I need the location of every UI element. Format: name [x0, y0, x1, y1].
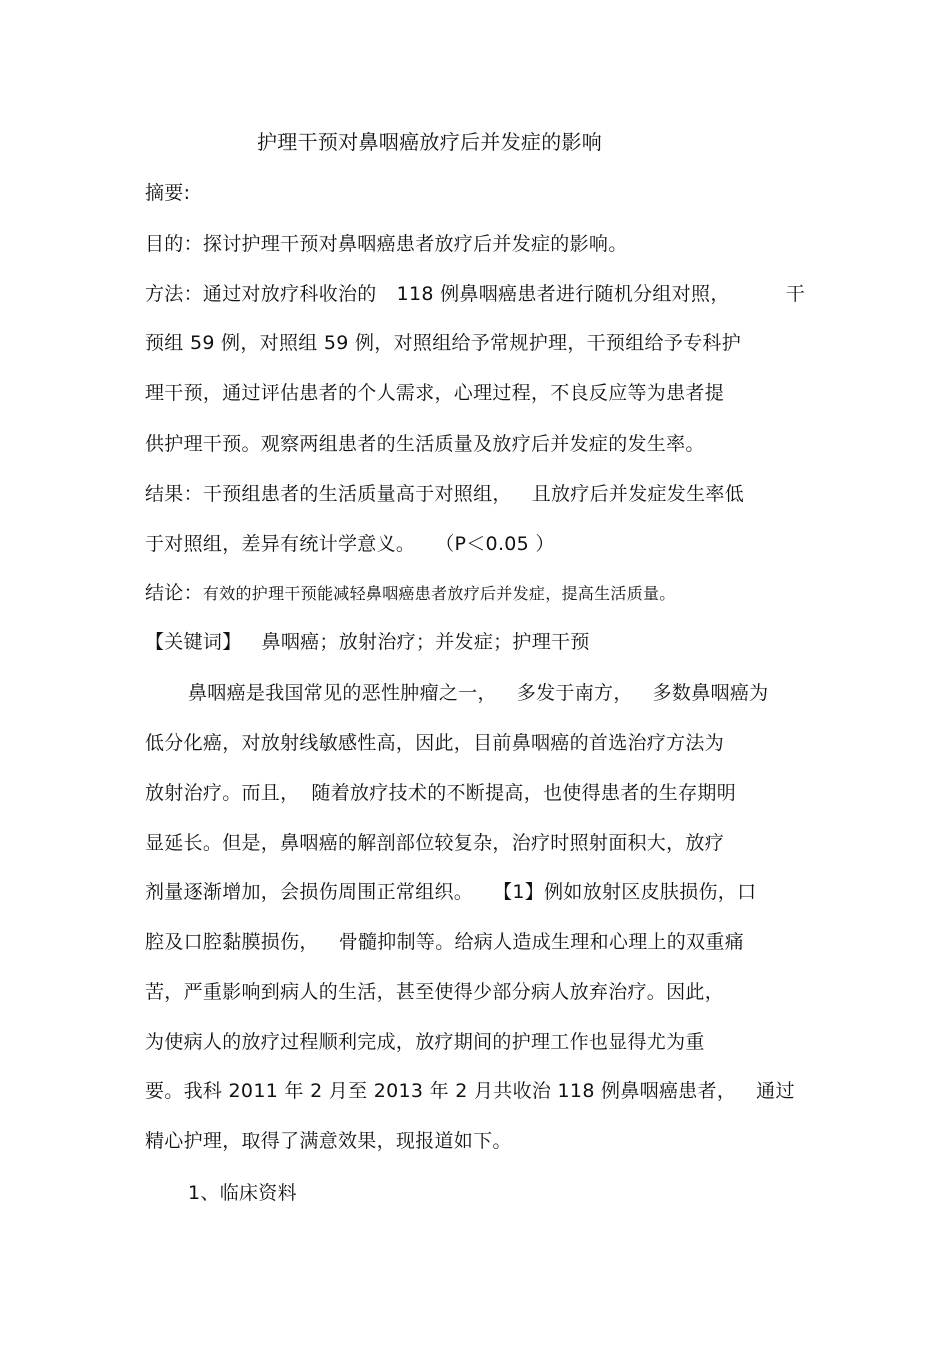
- body-text: 要。我科 2011 年 2 月至 2013 年 2 月共收治 118 例鼻咽癌患者，: [145, 1080, 737, 1102]
- body-paragraph-line-4: 显延长。但是，鼻咽癌的解剖部位较复杂，治疗时照射面积大，放疗: [145, 832, 725, 854]
- body-text: 随着放疗技术的不断提高，也使得患者的生存期明: [311, 782, 737, 804]
- body-paragraph-line-9: [145, 1078, 795, 1104]
- abstract-methods-line-2: 预组 59 例，对照组 59 例，对照组给予常规护理，干预组给予专科护: [145, 332, 742, 354]
- body-text: 多发于南方，: [516, 682, 633, 704]
- keywords-text: 鼻咽癌；放射治疗；并发症；护理干预: [261, 631, 590, 653]
- conclusion-label: 结论：: [145, 582, 203, 604]
- conclusion-text: 有效的护理干预能减轻鼻咽癌患者放疗后并发症，提高生活质量。: [202, 584, 676, 603]
- abstract-results-line-2: [145, 531, 555, 557]
- abstract-conclusion: [145, 580, 676, 607]
- results-text-c: 于对照组，差异有统计学意义。: [145, 533, 416, 555]
- body-paragraph-line-3: [145, 780, 736, 806]
- body-paragraph-line-1: [188, 680, 768, 706]
- keywords: [145, 629, 590, 655]
- abstract-objective: 目的：探讨护理干预对鼻咽癌患者放疗后并发症的影响。: [145, 233, 628, 255]
- methods-text-a: 方法：通过对放疗科收治的: [145, 283, 377, 305]
- document-title: 护理干预对鼻咽癌放疗后并发症的影响: [257, 130, 603, 154]
- methods-text-c: 干: [785, 283, 805, 305]
- body-text: 多数鼻咽癌为: [652, 682, 769, 704]
- citation-text: 【1】例如放射区皮肤损伤，口: [493, 881, 757, 903]
- abstract-heading: 摘要:: [145, 182, 191, 204]
- body-text: 鼻咽癌是我国常见的恶性肿瘤之一，: [188, 682, 497, 704]
- body-paragraph-line-5: [145, 879, 756, 905]
- results-p-value: （P＜0.05 ）: [435, 533, 555, 555]
- results-text-a: 结果：干预组患者的生活质量高于对照组，: [145, 483, 512, 505]
- body-text: 通过: [756, 1080, 795, 1102]
- body-paragraph-line-7: 苦，严重影响到病人的生活，甚至使得少部分病人放弃治疗。因此，: [145, 981, 725, 1003]
- body-text: 剂量逐渐增加，会损伤周围正常组织。: [145, 881, 474, 903]
- abstract-results-line-1: [145, 481, 744, 507]
- results-text-b: 且放疗后并发症发生率低: [531, 483, 745, 505]
- abstract-methods-line-1: [145, 281, 805, 307]
- body-paragraph-line-8: 为使病人的放疗过程顺利完成，放疗期间的护理工作也显得尤为重: [145, 1031, 705, 1053]
- body-text: 放射治疗。而且，: [145, 782, 300, 804]
- body-text: 骨髓抑制等。给病人造成生理和心理上的双重痛: [338, 931, 745, 953]
- body-paragraph-line-10: 精心护理，取得了满意效果，现报道如下。: [145, 1130, 512, 1152]
- body-text: 腔及口腔黏膜损伤，: [145, 931, 319, 953]
- abstract-methods-line-3: 理干预，通过评估患者的个人需求，心理过程，不良反应等为患者提: [145, 382, 725, 404]
- section-heading-clinical-data: 1、临床资料: [188, 1182, 297, 1204]
- keywords-label: 【关键词】: [145, 631, 242, 653]
- abstract-methods-line-4: 供护理干预。观察两组患者的生活质量及放疗后并发症的发生率。: [145, 433, 705, 455]
- methods-text-b: 118 例鼻咽癌患者进行随机分组对照，: [396, 283, 730, 305]
- body-paragraph-line-6: [145, 929, 744, 955]
- body-paragraph-line-2: 低分化癌，对放射线敏感性高，因此，目前鼻咽癌的首选治疗方法为: [145, 732, 725, 754]
